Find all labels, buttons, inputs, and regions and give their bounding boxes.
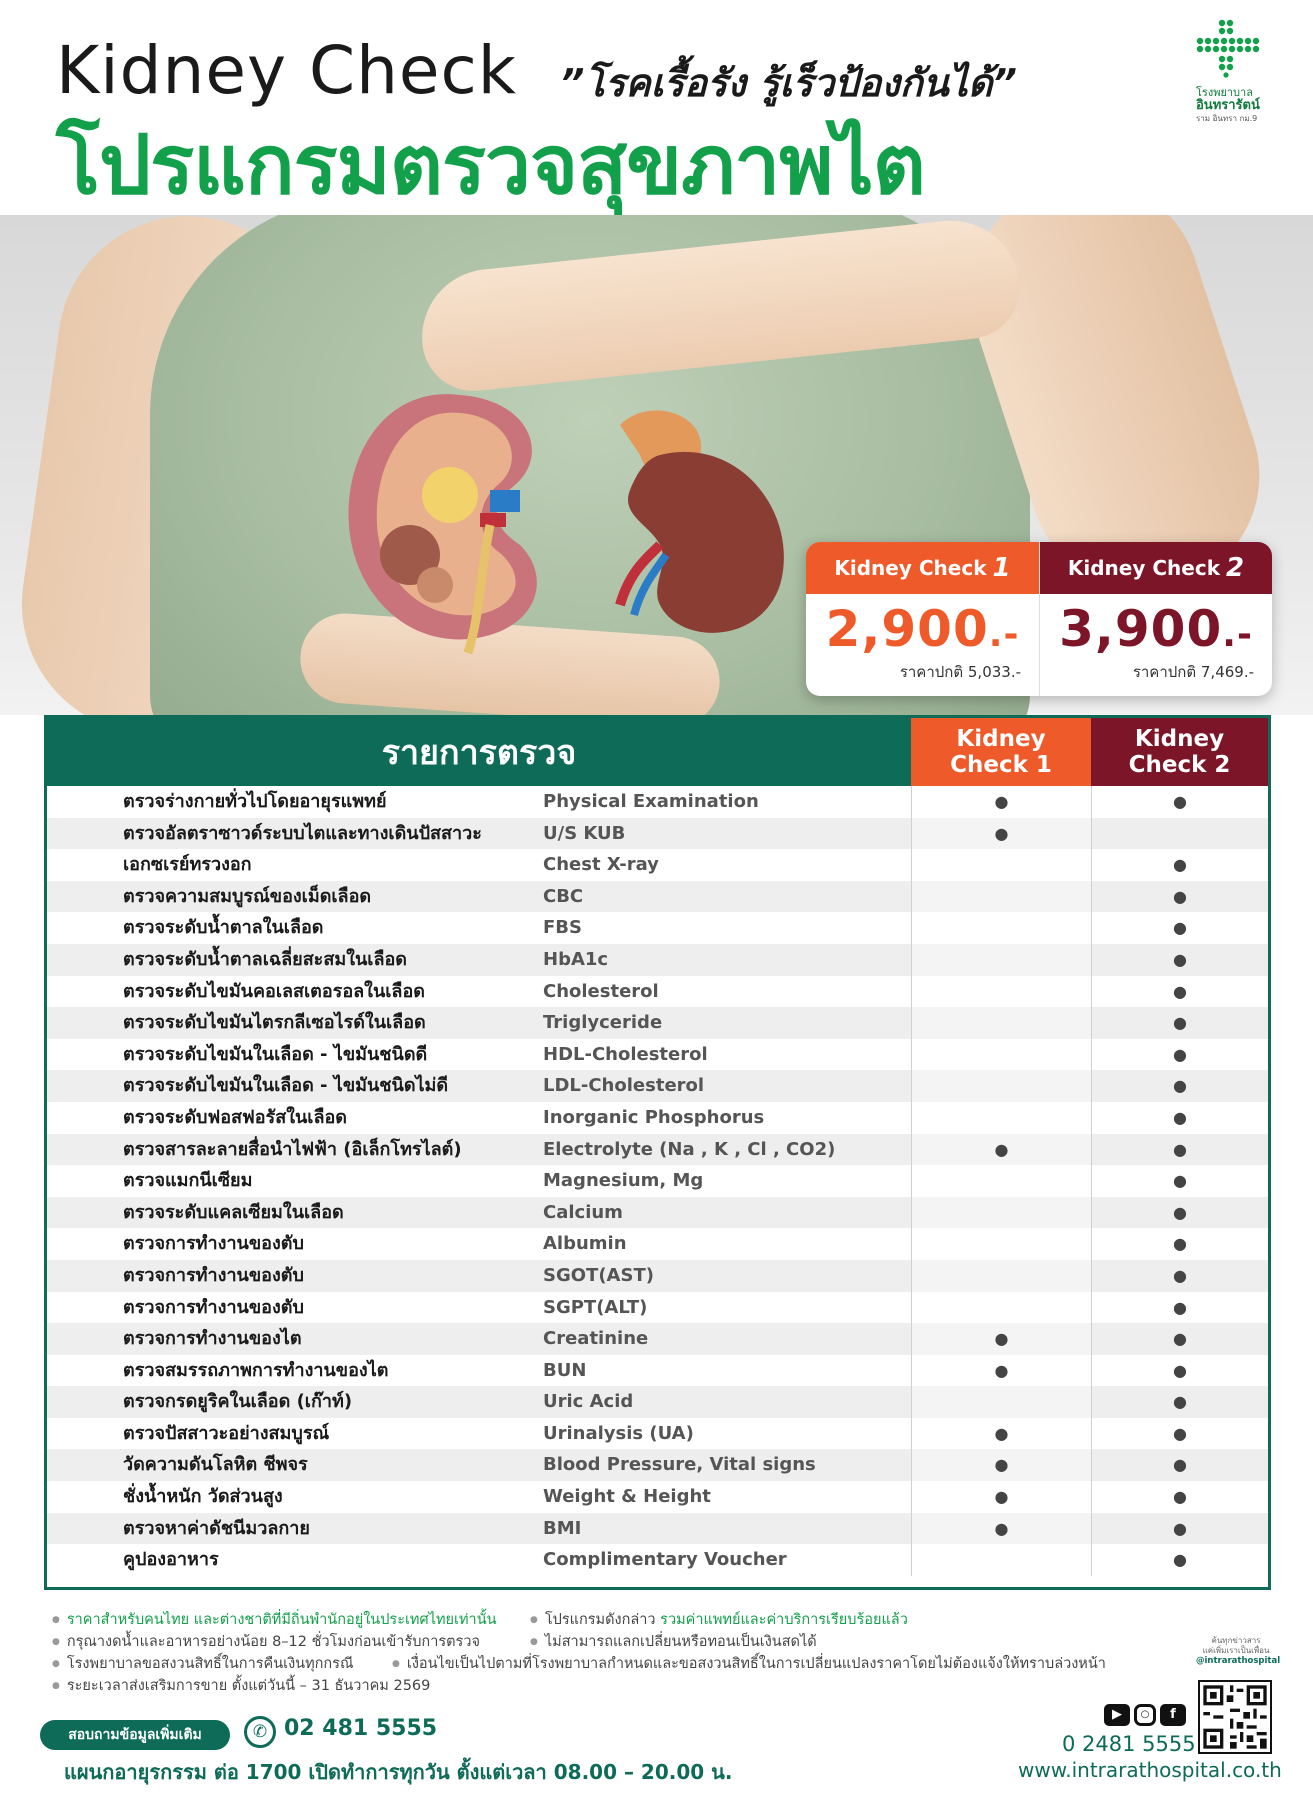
note-text: เงื่อนไขเป็นไปตามที่โรงพยาบาลกำหนดและขอสงวนสิทธิ์ในการเปลี่ยนแปลงราคาโดยไม่ต้องแจ้งให้ทราบล่วงหน้า [406,1656,1106,1672]
exam-name-english: Inorganic Phosphorus [543,1106,765,1128]
phone-number[interactable]: 02 481 5555 [284,1716,438,1741]
kidney-check-1-mark [911,1292,1091,1324]
exam-name-english: Uric Acid [543,1391,634,1413]
kidney-check-2-mark: ● [1091,1292,1268,1324]
price-value [1040,602,1272,662]
qr-caption [1196,1636,1281,1666]
kidney-check-1-mark [911,1386,1091,1418]
exam-name-thai: ตรวจความสมบูรณ์ของเม็ดเลือด [123,885,372,907]
price-label: Kidney Check [834,556,987,580]
hospital-cross-icon [1196,18,1260,78]
kidney-check-2-mark: ● [1091,1228,1268,1260]
exam-name-thai: ตรวจปัสสาวะอย่างสมบูรณ์ [123,1422,330,1444]
table-row [47,1260,1268,1292]
exam-name-thai: ตรวจระดับไขมันคอเลสเตอรอลในเลือด [123,980,425,1002]
tagline: ”โรคเรื้อรัง รู้เร็วป้องกันได้” [560,61,1018,105]
table-row [47,1292,1268,1324]
youtube-icon[interactable]: ▶ [1104,1704,1130,1726]
column-header-line: Check 2 [1128,752,1231,778]
logo-text [1196,86,1268,112]
exam-name-english: Creatinine [543,1328,649,1350]
table-row [47,1323,1268,1355]
checkup-table [44,715,1271,1590]
price-value [806,602,1039,662]
kidney-check-2-mark: ● [1091,881,1268,913]
exam-name-english: Albumin [543,1233,627,1255]
exam-name-thai: เอกซเรย์ทรวงอก [123,854,252,876]
exam-name-english: HDL-Cholesterol [543,1043,708,1065]
exam-name-english: Physical Examination [543,791,759,812]
exam-name-thai: ตรวจการทำงานของไต [123,1328,302,1350]
kidney-check-2-mark: ● [1091,944,1268,976]
price-header [1040,542,1272,594]
qr-code-icon[interactable] [1198,1680,1272,1754]
price-number: 2 [1226,553,1245,583]
column-header-line: Kidney [956,726,1046,752]
kidney-check-1-mark [911,1228,1091,1260]
exam-name-thai: ตรวจสมรรถภาพการทำงานของไต [123,1359,389,1381]
table-row [47,1228,1268,1260]
table-row [47,912,1268,944]
kidney-check-1-mark: ● [911,1418,1091,1450]
table-row [47,1007,1268,1039]
table-row [47,1102,1268,1134]
header [0,0,1313,215]
logo-subtext: ราม อินทรา กม.9 [1196,114,1258,123]
kidney-check-2-mark: ● [1091,1197,1268,1229]
line-handle: @intrarathospital [1196,1656,1281,1666]
exam-name-thai: ตรวจการทำงานของตับ [123,1296,304,1318]
exam-name-english: BMI [543,1517,582,1539]
kidney-check-2-mark: ● [1091,1165,1268,1197]
exam-name-english: Cholesterol [543,980,659,1002]
exam-name-english: Urinalysis (UA) [543,1422,694,1444]
regular-price: ราคาปกติ 7,469.- [1132,663,1254,681]
kidney-cross-section-icon [340,385,570,655]
table-row [47,1544,1268,1576]
qr-caption-line: ค้นทุกข่าวสาร [1211,1636,1261,1645]
column-header-kidney-check-1 [911,718,1091,786]
table-row [47,1039,1268,1071]
regular-price: ราคาปกติ 5,033.- [899,663,1021,681]
exam-name-english: CBC [543,885,584,907]
exam-name-thai: ตรวจระดับฟอสฟอรัสในเลือด [123,1106,347,1128]
exam-name-thai: คูปองอาหาร [123,1549,219,1571]
table-row [47,1449,1268,1481]
table-row [47,786,1268,818]
note-text: ไม่สามารถแลกเปลี่ยนหรือทอนเป็นเงินสดได้ [544,1634,817,1650]
price-amount: 3,900 [1059,600,1223,658]
exam-name-thai: ตรวจอัลตราซาวด์ระบบไตและทางเดินปัสสาวะ [123,822,482,844]
exam-name-thai: ตรวจระดับแคลเซียมในเลือด [123,1201,344,1223]
kidney-check-1-mark [911,1007,1091,1039]
kidney-check-1-mark [911,944,1091,976]
kidney-check-2-mark: ● [1091,1134,1268,1166]
price-kidney-check-2 [1039,542,1272,696]
kidney-check-1-mark [911,849,1091,881]
table-header [47,718,1268,786]
exam-name-thai: ตรวจร่างกายทั่วไปโดยอายุรแพทย์ [123,791,387,812]
table-row [47,1134,1268,1166]
kidney-check-2-mark: ● [1091,912,1268,944]
exam-name-english: Chest X-ray [543,854,659,876]
qr-caption-line: แค่เพิ่มเราเป็นเพื่อน [1202,1646,1270,1655]
kidney-check-2-mark: ● [1091,1260,1268,1292]
kidney-check-2-mark: ● [1091,1070,1268,1102]
kidney-check-1-mark: ● [911,818,1091,850]
note-highlight: รวมค่าแพทย์และค่าบริการเรียบร้อยแล้ว [660,1612,908,1628]
phone-icon: ✆ [244,1716,276,1748]
kidney-check-1-mark [911,1102,1091,1134]
social-links [1104,1704,1186,1726]
website-link[interactable]: www.intrarathospital.co.th [1018,1758,1282,1782]
kidney-check-2-mark: ● [1091,849,1268,881]
table-row [47,1481,1268,1513]
exam-name-english: SGOT(AST) [543,1264,654,1286]
table-row [47,1070,1268,1102]
table-row [47,1355,1268,1387]
kidney-check-1-mark [911,912,1091,944]
exam-name-thai: ตรวจระดับไขมันไตรกลีเซอไรด์ในเลือด [123,1012,426,1034]
kidney-check-1-mark: ● [911,1323,1091,1355]
exam-name-thai: ตรวจการทำงานของตับ [123,1233,304,1255]
kidney-check-2-mark: ● [1091,1544,1268,1576]
kidney-check-1-mark [911,1197,1091,1229]
kidney-check-1-mark [911,976,1091,1008]
kidney-check-2-mark: ● [1091,1513,1268,1545]
exam-name-english: FBS [543,917,582,939]
kidney-check-2-mark: ● [1091,1386,1268,1418]
note-text: ระยะเวลาส่งเสริมการขาย ตั้งแต่วันนี้ – 31 ธันวาคม 2569 [66,1678,431,1694]
table-row [47,881,1268,913]
table-row [47,1197,1268,1229]
exam-name-thai: ตรวจระดับน้ำตาลเฉลี่ยสะสมในเลือด [123,948,407,970]
price-suffix: .- [988,614,1020,655]
table-row [47,1513,1268,1545]
opening-hours: แผนกอายุรกรรม ต่อ 1700 เปิดทำการทุกวัน ตั้งแต่เวลา 08.00 – 20.00 น. [64,1760,733,1784]
kidney-check-1-mark: ● [911,1513,1091,1545]
note-text: กรุณางดน้ำและอาหารอย่างน้อย 8–12 ชั่วโมงก่อนเข้ารับการตรวจ [66,1634,480,1650]
kidney-check-2-mark [1091,818,1268,850]
exam-name-english: Calcium [543,1201,623,1223]
column-header-line: Kidney [1134,726,1225,752]
kidney-check-1-mark [911,1039,1091,1071]
kidney-check-2-mark: ● [1091,1039,1268,1071]
table-row [47,1386,1268,1418]
table-title: รายการตรวจ [381,733,577,773]
facebook-icon[interactable]: f [1160,1704,1186,1726]
note-text: โปรแกรมดังกล่าว [544,1612,661,1628]
hotline-number[interactable]: 0 2481 5555 [1062,1732,1196,1756]
column-header-line: Check 1 [950,752,1052,778]
price-amount: 2,900 [825,600,989,658]
exam-name-thai: ตรวจระดับไขมันในเลือด - ไขมันชนิดดี [123,1043,428,1065]
logo-name-line2: อินทรารัตน์ [1196,98,1260,113]
note-text: ราคาสำหรับคนไทย และต่างชาติที่มีถิ่นพำนักอยู่ในประเทศไทยเท่านั้น [66,1612,497,1628]
exam-name-english: BUN [543,1359,587,1381]
kidney-icon [590,395,800,645]
note-item [392,1652,1106,1675]
kidney-check-1-mark [911,1070,1091,1102]
exam-name-english: Blood Pressure, Vital signs [543,1454,816,1476]
kidney-check-2-mark: ● [1091,976,1268,1008]
price-label: Kidney Check [1067,556,1220,580]
note-item [530,1630,817,1653]
table-row [47,1418,1268,1450]
table-row [47,818,1268,850]
exam-name-english: Magnesium, Mg [543,1170,704,1192]
contact-label: สอบถามข้อมูลเพิ่มเติม [40,1720,230,1750]
kidney-check-1-mark [911,881,1091,913]
kidney-check-1-mark: ● [911,1481,1091,1513]
table-row [47,849,1268,881]
exam-name-thai: ตรวจสารละลายสื่อนำไฟฟ้า (อิเล็กโทรไลต์) [123,1138,462,1160]
note-text: โรงพยาบาลขอสงวนสิทธิ์ในการคืนเงินทุกกรณี [66,1656,354,1672]
kidney-check-1-mark [911,1260,1091,1292]
exam-name-english: HbA1c [543,948,609,970]
price-box [806,542,1272,696]
table-row [47,944,1268,976]
kidney-check-2-mark: ● [1091,1481,1268,1513]
exam-name-thai: ตรวจการทำงานของตับ [123,1264,304,1286]
kidney-check-1-mark [911,1544,1091,1576]
instagram-icon[interactable]: ○ [1134,1704,1156,1726]
price-number: 1 [992,553,1011,583]
kidney-check-2-mark: ● [1091,1355,1268,1387]
kidney-check-2-mark: ● [1091,1449,1268,1481]
exam-name-thai: ชั่งน้ำหนัก วัดส่วนสูง [123,1486,283,1508]
kidney-check-1-mark: ● [911,1449,1091,1481]
note-item [52,1608,497,1631]
note-item [530,1608,908,1631]
exam-name-thai: ตรวจระดับไขมันในเลือด - ไขมันชนิดไม่ดี [123,1075,449,1097]
hospital-logo [1196,18,1268,125]
logo-name-line1: โรงพยาบาล [1196,86,1253,99]
kidney-check-1-mark [911,1165,1091,1197]
exam-name-thai: ตรวจแมกนีเซียม [123,1170,253,1192]
table-row [47,1165,1268,1197]
exam-name-english: Triglyceride [543,1012,663,1034]
exam-name-english: SGPT(ALT) [543,1296,648,1318]
note-item [52,1652,353,1675]
table-body [47,786,1268,1576]
title-english: Kidney Check [56,32,518,109]
title-thai: โปรแกรมตรวจสุขภาพไต [56,118,925,213]
exam-name-english: U/S KUB [543,822,626,844]
table-row [47,976,1268,1008]
price-kidney-check-1 [806,542,1039,696]
kidney-check-2-mark: ● [1091,1418,1268,1450]
exam-name-thai: ตรวจระดับน้ำตาลในเลือด [123,917,324,939]
exam-name-thai: วัดความดันโลหิต ชีพจร [123,1454,308,1476]
note-item [52,1630,480,1653]
note-item [52,1674,430,1697]
exam-name-thai: ตรวจกรดยูริคในเลือด (เก๊าท์) [123,1391,353,1413]
exam-name-english: Complimentary Voucher [543,1549,787,1571]
exam-name-thai: ตรวจหาค่าดัชนีมวลกาย [123,1517,310,1539]
price-header [806,542,1039,594]
exam-name-english: Electrolyte (Na , K , Cl , CO2) [543,1138,836,1160]
kidney-check-1-mark: ● [911,1134,1091,1166]
exam-name-english: LDL-Cholesterol [543,1075,705,1097]
kidney-check-2-mark: ● [1091,786,1268,818]
kidney-check-2-mark: ● [1091,1323,1268,1355]
kidney-check-2-mark: ● [1091,1102,1268,1134]
exam-name-english: Weight & Height [543,1486,711,1508]
column-header-kidney-check-2 [1091,718,1268,786]
kidney-check-2-mark: ● [1091,1007,1268,1039]
price-suffix: .- [1222,614,1253,655]
kidney-check-1-mark: ● [911,1355,1091,1387]
kidney-check-1-mark: ● [911,786,1091,818]
